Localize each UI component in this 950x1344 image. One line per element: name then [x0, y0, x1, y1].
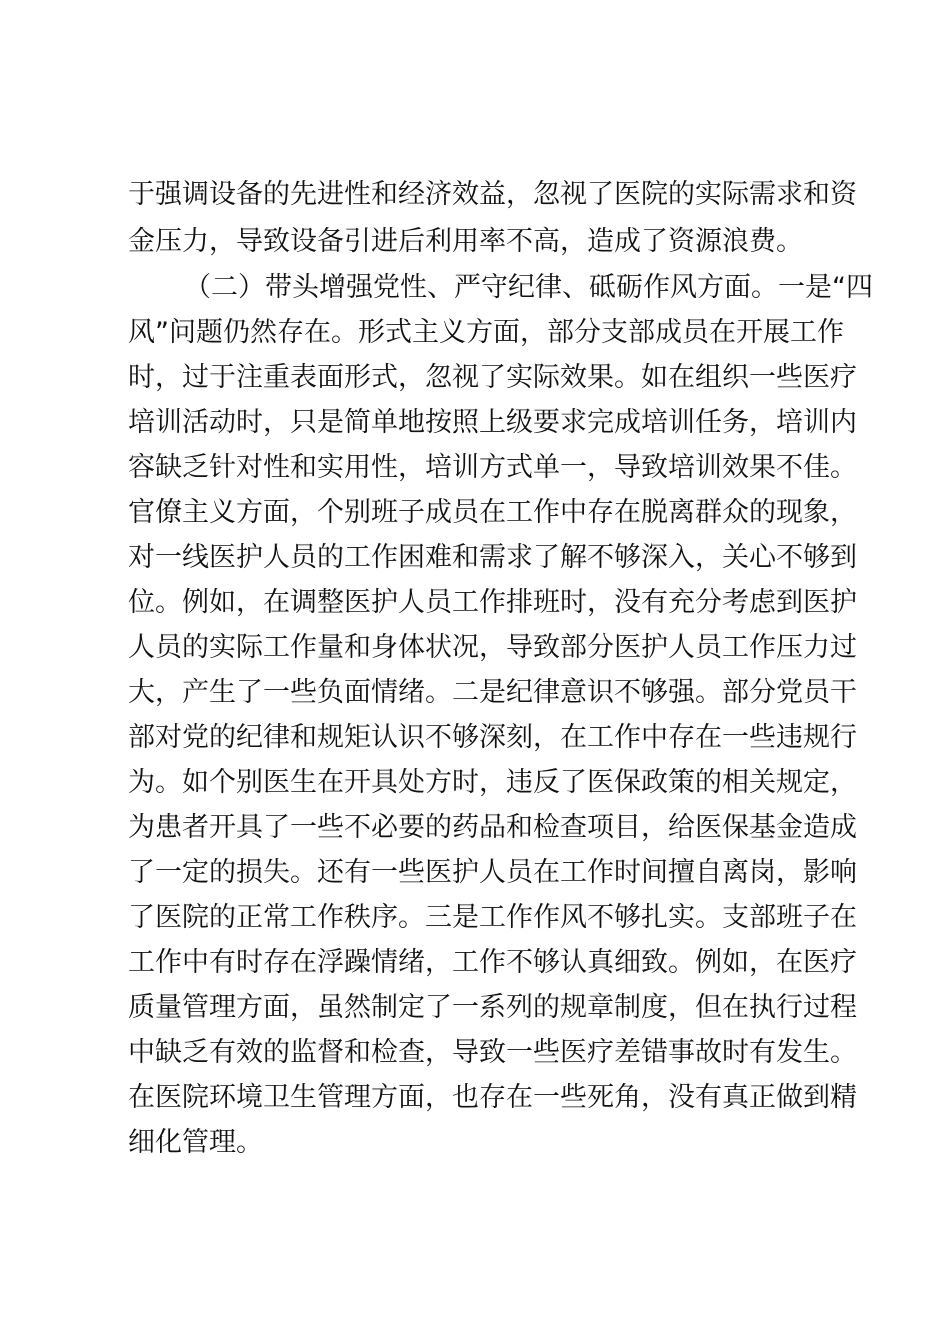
text-line-20: 中缺乏有效的监督和检查，导致一些医疗差错事故时有发生。	[128, 1037, 857, 1068]
text-line-9: 对一线医护人员的工作困难和需求了解不够深入，关心不够到	[128, 542, 857, 573]
text-line-22: 细化管理。	[128, 1127, 263, 1158]
text-line-2: 金压力，导致设备引进后利用率不高，造成了资源浪费。	[128, 226, 803, 257]
text-line-14: 为。如个别医生在开具处方时，违反了医保政策的相关规定，	[128, 767, 857, 798]
text-line-1: 于强调设备的先进性和经济效益，忽视了医院的实际需求和资	[128, 179, 857, 210]
text-line-16: 了一定的损失。还有一些医护人员在工作时间擅自离岗，影响	[128, 857, 857, 888]
text-line-11: 人员的实际工作量和身体状况，导致部分医护人员工作压力过	[128, 632, 857, 663]
text-line-6: 培训活动时，只是简单地按照上级要求完成培训任务，培训内	[128, 407, 857, 438]
text-line-7: 容缺乏针对性和实用性，培训方式单一，导致培训效果不佳。	[128, 452, 857, 483]
text-line-3: （二）带头增强党性、严守纪律、砥砺作风方面。一是“四	[184, 272, 873, 303]
text-line-13: 部对党的纪律和规矩认识不够深刻，在工作中存在一些违规行	[128, 722, 857, 753]
text-line-4: 风”问题仍然存在。形式主义方面，部分支部成员在开展工作	[128, 317, 844, 348]
text-line-15: 为患者开具了一些不必要的药品和检查项目，给医保基金造成	[128, 812, 857, 843]
text-line-18: 工作中有时存在浮躁情绪，工作不够认真细致。例如，在医疗	[128, 947, 857, 978]
text-line-10: 位。例如，在调整医护人员工作排班时，没有充分考虑到医护	[128, 587, 857, 618]
text-line-12: 大，产生了一些负面情绪。二是纪律意识不够强。部分党员干	[128, 677, 857, 708]
text-line-17: 了医院的正常工作秩序。三是工作作风不够扎实。支部班子在	[128, 902, 857, 933]
text-line-19: 质量管理方面，虽然制定了一系列的规章制度，但在执行过程	[128, 992, 857, 1023]
text-line-5: 时，过于注重表面形式，忽视了实际效果。如在组织一些医疗	[128, 362, 857, 393]
text-line-8: 官僚主义方面，个别班子成员在工作中存在脱离群众的现象，	[128, 497, 857, 528]
text-line-21: 在医院环境卫生管理方面，也存在一些死角，没有真正做到精	[128, 1082, 857, 1113]
